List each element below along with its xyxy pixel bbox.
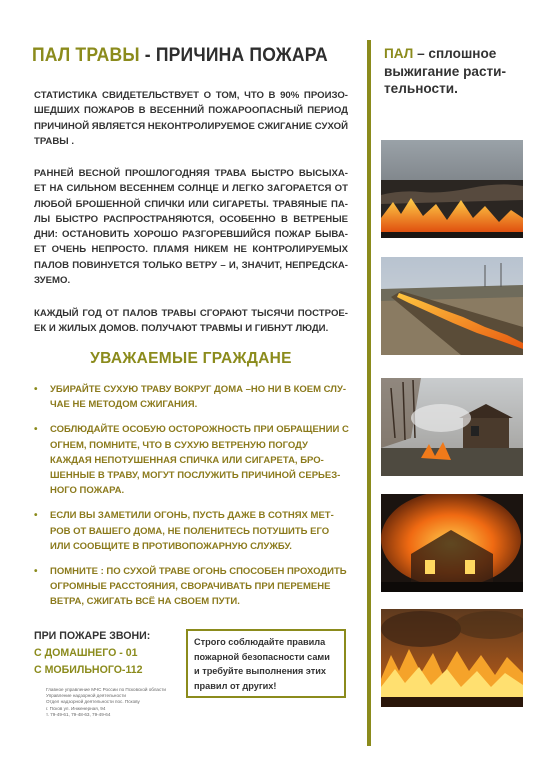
tip-text: СОБЛЮДАЙТЕ ОСОБУЮ ОСТОРОЖНОСТЬ ПРИ ОБРАЩЕНИИ С ОГНЕМ, ПОМНИТЕ, ЧТО В СУХУЮ ВЕТРЕНУЮ ПОГОДУ КАЖДАЯ НЕПОТУШЕННАЯ СПИЧКА ИЛИ СИГАРЕТА, БРО-ШЕННЫЕ В ТРАВУ, МОГУТ ПОСЛУЖИТЬ ПРИЧИНОЙ СЕРЬЕЗ-НОГО ПОЖАРА. bbox=[50, 424, 349, 497]
safety-notice-box: Строго соблюдайте правила пожарной безопасности сами и требуйте выполнения этих правил от других! bbox=[186, 629, 346, 698]
emergency-heading: ПРИ ПОЖАРЕ ЗВОНИ: bbox=[34, 630, 151, 642]
tip-text: УБИРАЙТЕ СУХУЮ ТРАВУ ВОКРУГ ДОМА –НО НИ В КОЕМ СЛУ-ЧАЕ НЕ МЕТОДОМ СЖИГАНИЯ. bbox=[50, 384, 347, 411]
title-rest: - ПРИЧИНА ПОЖАРА bbox=[139, 44, 328, 66]
list-item bbox=[34, 508, 350, 554]
bullet-icon: • bbox=[34, 566, 38, 578]
footer-line: т. 79-49-61, 79-48-63, 79-49-64 bbox=[46, 711, 111, 717]
definition-term: ПАЛ bbox=[384, 46, 414, 61]
grass-fire-photo-1 bbox=[381, 140, 523, 238]
mobile-phone-number: С МОБИЛЬНОГО-112 bbox=[34, 664, 143, 676]
home-phone-number: С ДОМАШНЕГО - 01 bbox=[34, 647, 138, 659]
wildfire-photo bbox=[381, 609, 523, 707]
pal-definition bbox=[384, 45, 524, 98]
tip-text: ЕСЛИ ВЫ ЗАМЕТИЛИ ОГОНЬ, ПУСТЬ ДАЖЕ В СОТНЯХ МЕТ-РОВ ОТ ВАШЕГО ДОМА, НЕ ПОЛЕНИТЕСЬ ПОТУШИТЬ ЕГО ИЛИ СООБЩИТЕ В ПРОТИВОПОЖАРНУЮ СЛУЖБУ. bbox=[50, 510, 334, 552]
citizens-heading: УВАЖАЕМЫЕ ГРАЖДАНЕ bbox=[90, 350, 292, 367]
column-divider bbox=[367, 40, 371, 746]
burning-house-photo bbox=[381, 494, 523, 592]
damage-paragraph: КАЖДЫЙ ГОД ОТ ПАЛОВ ТРАВЫ СГОРАЮТ ТЫСЯЧИ ПОСТРОЕ-ЕК И ЖИЛЫХ ДОМОВ. ПОЛУЧАЮТ ТРАВМЫ И ГИБНУТ ЛЮДИ. bbox=[34, 308, 348, 335]
spring-grass-paragraph: РАННЕЙ ВЕСНОЙ ПРОШЛОГОДНЯЯ ТРАВА БЫСТРО ВЫСЫХА-ЕТ НА СИЛЬНОМ ВЕСЕННЕМ СОЛНЦЕ И ЛЕГКО ЗАГОРАЕТСЯ ОТ ЛЮБОЙ БРОШЕННОЙ СПИЧКИ ИЛИ СИГАРЕТЫ. ТРАВЯНЫЕ ПА-ЛЫ БЫСТРО РАСПРОСТРАНЯЮТСЯ, ОСОБЕННО В ВЕТРЕНЫЕ ДНИ: ОСТАНОВИТЬ ХОРОШО РАЗГОРЕВШИЙСЯ ПОЖАР БЫВА-ЕТ ОЧЕНЬ НЕПРОСТО. ПЛАМЯ НИКЕМ НЕ КОНТРОЛИРУЕМЫХ ПАЛОВ ПОВИНУЕТСЯ ТОЛЬКО ВЕТРУ – И, ЗНАЧИТ, НЕПРЕДСКА-ЗУЕМО. bbox=[34, 168, 348, 287]
footer-line: Управление надзорной деятельности bbox=[46, 693, 126, 699]
list-item bbox=[34, 382, 350, 412]
title-accent: ПАЛ ТРАВЫ bbox=[32, 44, 140, 66]
list-item bbox=[34, 422, 350, 498]
footer-line: г. Псков ул. Инженерная, 94 bbox=[46, 705, 106, 711]
grass-fire-photo-2 bbox=[381, 257, 523, 355]
tip-text: ПОМНИТЕ : ПО СУХОЙ ТРАВЕ ОГОНЬ СПОСОБЕН ПРОХОДИТЬ ОГРОМНЫЕ РАССТОЯНИЯ, СВОРАЧИВАТЬ ПРИ ПЕРЕМЕНЕ ВЕТРА, СЖИГАТЬ ВСЁ НА СВОЕМ ПУТИ. bbox=[50, 566, 347, 608]
footer-line: Главное управление МЧС России по Псковской области bbox=[46, 687, 166, 692]
bullet-icon: • bbox=[34, 424, 38, 436]
statistics-paragraph: СТАТИСТИКА СВИДЕТЕЛЬСТВУЕТ О ТОМ, ЧТО В 90% ПРОИЗО-ШЕДШИХ ПОЖАРОВ В ВЕСЕННИЙ ПОЖАРООПАСНЫЙ ПЕРИОД ПРИЧИНОЙ ЯВЛЯЕТСЯ НЕКОНТРОЛИРУЕМОЕ СЖИГАНИЕ СУХОЙ ТРАВЫ . bbox=[34, 90, 348, 147]
publisher-info bbox=[46, 687, 186, 718]
page-title bbox=[32, 44, 328, 67]
list-item bbox=[34, 564, 350, 610]
definition-text: – сплошное выжигание расти-тельности. bbox=[384, 46, 507, 96]
footer-line: Отдел надзорной деятельности пос. Пскову bbox=[46, 699, 140, 705]
burning-shed-photo bbox=[381, 378, 523, 476]
safety-tips-list bbox=[34, 382, 350, 620]
bullet-icon: • bbox=[34, 384, 38, 395]
emergency-numbers bbox=[34, 628, 184, 679]
bullet-icon: • bbox=[34, 510, 38, 522]
